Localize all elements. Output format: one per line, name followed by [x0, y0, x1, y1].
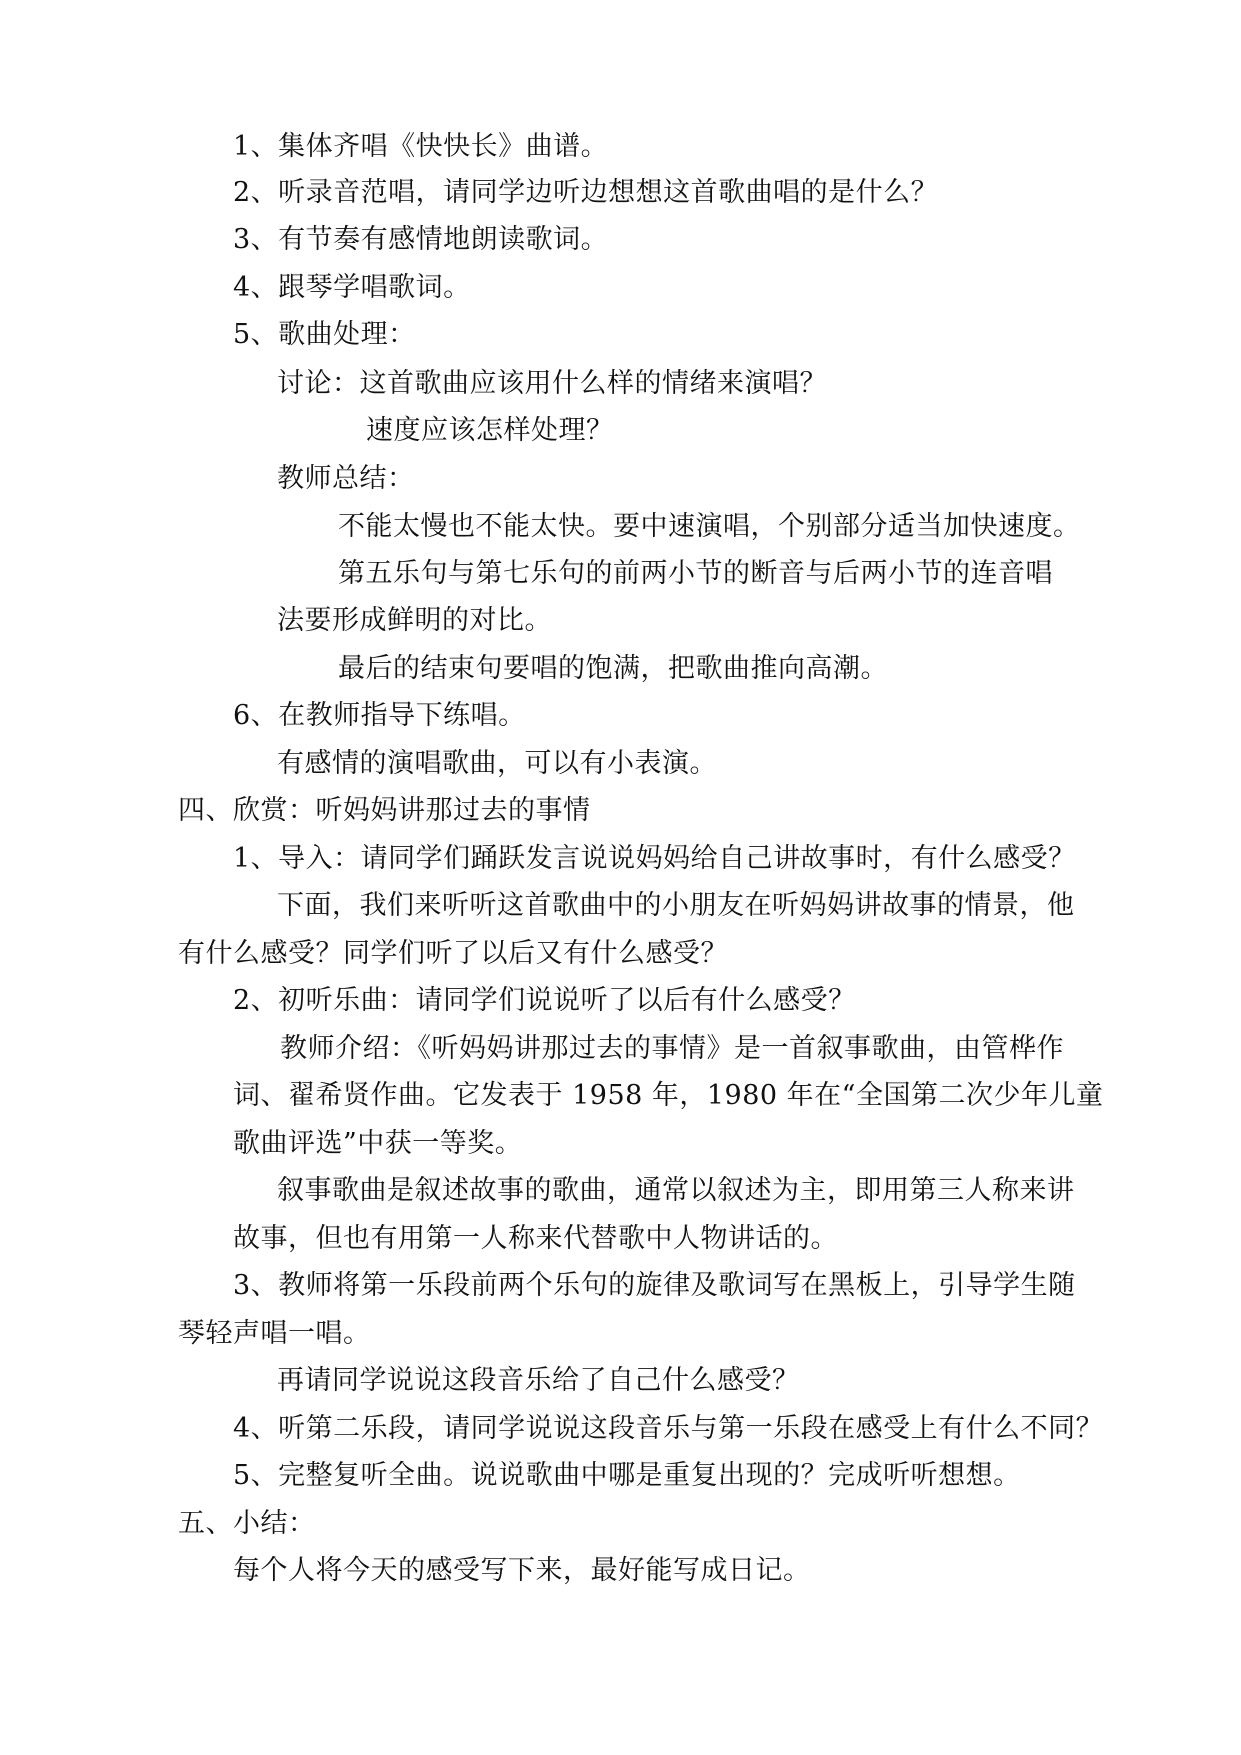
- text-line: 不能太慢也不能太快。要中速演唱，个别部分适当加快速度。: [338, 511, 1081, 542]
- text-line: 下面，我们来听听这首歌曲中的小朋友在听妈妈讲故事的情景，他: [277, 890, 1075, 921]
- text-line: 教师总结：: [277, 463, 415, 494]
- text-line: 歌曲评选”中获一等奖。: [233, 1128, 523, 1159]
- text-line: 琴轻声唱一唱。: [178, 1318, 371, 1349]
- text-line: 2、初听乐曲：请同学们说说听了以后有什么感受？: [233, 985, 856, 1016]
- section-heading: 五、小结：: [178, 1508, 316, 1539]
- text-line: 第五乐句与第七乐句的前两小节的断音与后两小节的连音唱: [338, 558, 1053, 589]
- text-line: 每个人将今天的感受写下来，最好能写成日记。: [233, 1555, 811, 1586]
- text-line: 法要形成鲜明的对比。: [277, 605, 552, 636]
- text-line: 4、听第二乐段，请同学说说这段音乐与第一乐段在感受上有什么不同？: [233, 1413, 1104, 1444]
- text-line: 教师介绍：《听妈妈讲那过去的事情》是一首叙事歌曲，由管桦作: [280, 1033, 1064, 1064]
- text-line: 3、教师将第一乐段前两个乐句的旋律及歌词写在黑板上，引导学生随: [233, 1270, 1076, 1301]
- text-line: 有什么感受？同学们听了以后又有什么感受？: [178, 938, 728, 969]
- text-line: 5、歌曲处理：: [233, 319, 416, 350]
- text-line: 词、翟希贤作曲。它发表于 1958 年，1980 年在“全国第二次少年儿童: [233, 1080, 1104, 1111]
- text-line: 6、在教师指导下练唱。: [233, 700, 526, 731]
- text-line: 叙事歌曲是叙述故事的歌曲，通常以叙述为主，即用第三人称来讲: [277, 1175, 1075, 1206]
- text-line: 故事，但也有用第一人称来代替歌中人物讲话的。: [233, 1223, 838, 1254]
- text-line: 最后的结束句要唱的饱满，把歌曲推向高潮。: [338, 653, 888, 684]
- text-line: 讨论：这首歌曲应该用什么样的情绪来演唱？: [277, 368, 827, 399]
- text-line: 有感情的演唱歌曲，可以有小表演。: [277, 748, 717, 779]
- text-line: 再请同学说说这段音乐给了自己什么感受？: [277, 1365, 800, 1396]
- text-line: 1、集体齐唱《快快长》曲谱。: [233, 131, 609, 162]
- text-line: 1、导入：请同学们踊跃发言说说妈妈给自己讲故事时，有什么感受？: [233, 843, 1076, 874]
- text-line: 5、完整复听全曲。说说歌曲中哪是重复出现的？完成听听想想。: [233, 1460, 1021, 1491]
- section-heading: 四、欣赏：听妈妈讲那过去的事情: [178, 795, 591, 826]
- text-line: 速度应该怎样处理？: [366, 415, 614, 446]
- text-line: 2、听录音范唱，请同学边听边想想这首歌曲唱的是什么？: [233, 177, 939, 208]
- text-line: 3、有节奏有感情地朗读歌词。: [233, 224, 609, 255]
- text-line: 4、跟琴学唱歌词。: [233, 272, 471, 303]
